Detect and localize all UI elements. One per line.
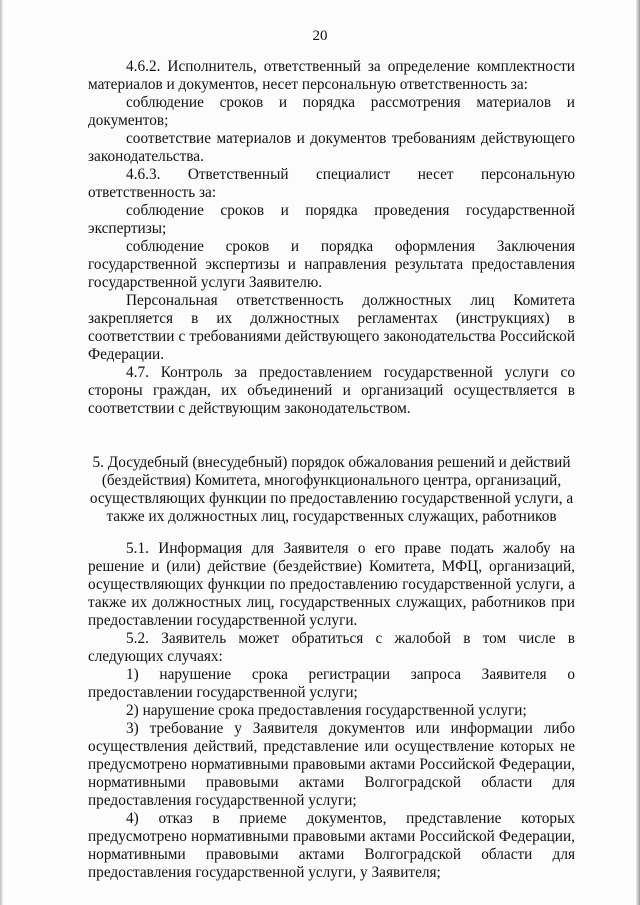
list-item-2: 2) нарушение срока предоставления государственной услуги; — [126, 702, 527, 719]
section-5-heading: 5. Досудебный (внесудебный) порядок обжалования решений и действий (бездействия) Комитета, многофункционального центра, организаций, осуществляющих функции по предоставлению государственной услуги, а также их должностных лиц, государственных служащих, работников — [89, 454, 574, 525]
document-body — [88, 58, 575, 882]
list-item-1: 1) нарушение срока регистрации запроса Заявителя о предоставлении государственной услуги; — [88, 666, 575, 701]
paragraph-conclusion-deadlines: соблюдение сроков и порядка оформления Заключения государственной экспертизы и направления результата предоставления государственной услуги Заявителю. — [88, 238, 575, 291]
paragraph-compliance: соответствие материалов и документов требованиям действующего законодательства. — [88, 130, 575, 165]
paragraph-4-6-3: 4.6.3. Ответственный специалист несет персональную ответственность за: — [88, 166, 575, 201]
paragraph-review-deadlines: соблюдение сроков и порядка рассмотрения материалов и документов; — [88, 94, 575, 129]
paragraph-4-6-2: 4.6.2. Исполнитель, ответственный за определение комплектности материалов и документов, несет персональную ответственность за: — [88, 58, 575, 93]
page-number: 20 — [312, 28, 328, 44]
paragraph-5-2: 5.2. Заявитель может обратиться с жалобой в том числе в следующих случаях: — [88, 630, 575, 665]
paragraph-5-1: 5.1. Информация для Заявителя о его праве подать жалобу на решение и (или) действие (бездействие) Комитета, МФЦ, организаций, осуществляющих функции по предоставлению государственной услуги, а также их должностных лиц, государственных служащих, работников при предоставлении государственной услуги. — [88, 540, 575, 629]
paragraph-expertise-deadlines: соблюдение сроков и порядка проведения государственной экспертизы; — [88, 202, 575, 237]
list-item-4: 4) отказ в приеме документов, представление которых предусмотрено нормативными правовыми актами Российской Федерации, нормативными правовыми актами Волгоградской области для предоставления государственной услуги, у Заявителя; — [88, 810, 575, 881]
list-item-3: 3) требование у Заявителя документов или информации либо осуществления действий, представление или осуществление которых не предусмотрено нормативными правовыми актами Российской Федерации, нормативными правовыми актами Волгоградской области для предоставления государственной услуги; — [88, 720, 575, 809]
scan-edge-right — [636, 0, 640, 905]
paragraph-personal-responsibility: Персональная ответственность должностных лиц Комитета закрепляется в их должностных регламентах (инструкциях) в соответствии с требованиями действующего законодательства Российской Федерации. — [88, 292, 575, 363]
paragraph-4-7: 4.7. Контроль за предоставлением государственной услуги со стороны граждан, их объединений и организаций осуществляется в соответствии с действующим законодательством. — [88, 364, 575, 417]
scan-edge-left — [0, 0, 3, 905]
